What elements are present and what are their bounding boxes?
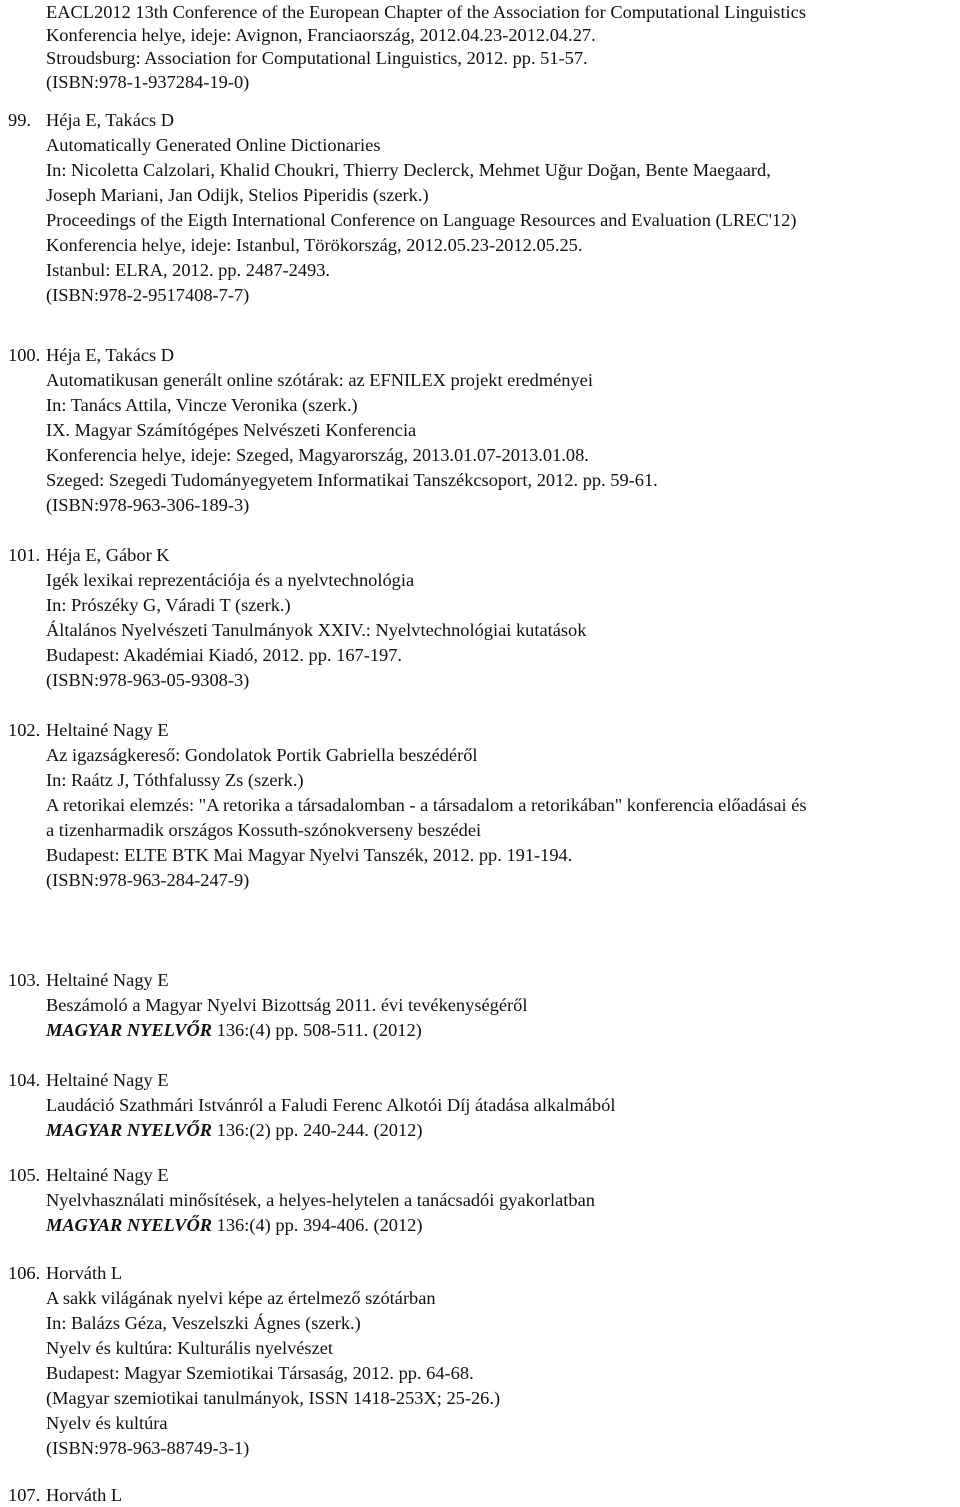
entry-line: Konferencia helye, ideje: Avignon, Franciaország, 2012.04.23-2012.04.27.	[46, 25, 596, 45]
entry-authors: Héja E, Gábor K	[46, 545, 170, 565]
entry-line: A retorikai elemzés: "A retorika a társadalomban - a társadalom a retorikában" konferencia előadásai és	[46, 795, 807, 815]
entry-line: Stroudsburg: Association for Computational Linguistics, 2012. pp. 51-57.	[46, 48, 588, 68]
entry-authors: Horváth L	[46, 1263, 123, 1283]
entry-line: In: Raátz J, Tóthfalussy Zs (szerk.)	[46, 770, 304, 790]
entry-authors: Heltainé Nagy E	[46, 720, 169, 740]
entry-line: In: Nicoletta Calzolari, Khalid Choukri, Thierry Declerck, Mehmet Uğur Doğan, Bente Maegaard,	[46, 160, 771, 180]
entry-number: 100.	[8, 345, 41, 365]
journal-name: MAGYAR NYELVŐR	[46, 1120, 213, 1140]
entry-line: In: Balázs Géza, Veszelszki Ágnes (szerk.)	[46, 1313, 361, 1333]
journal-name: MAGYAR NYELVŐR	[46, 1020, 213, 1040]
entry-number: 101.	[8, 545, 41, 565]
entry-number: 104.	[8, 1070, 41, 1090]
entry-journal-line	[46, 1018, 422, 1042]
entry-title: Nyelvhasználati minősítések, a helyes-helytelen a tanácsadói gyakorlatban	[46, 1190, 595, 1210]
entry-isbn: (ISBN:978-963-05-9308-3)	[46, 670, 250, 690]
entry-authors: Horváth L	[46, 1485, 123, 1505]
entry-line: (Magyar szemiotikai tanulmányok, ISSN 1418-253X; 25-26.)	[46, 1388, 501, 1408]
entry-line: Budapest: Magyar Szemiotikai Társaság, 2012. pp. 64-68.	[46, 1363, 474, 1383]
entry-line: In: Tanács Attila, Vincze Veronika (szerk.)	[46, 395, 358, 415]
entry-title: Automatikusan generált online szótárak: az EFNILEX projekt eredményei	[46, 370, 593, 390]
journal-details: 136:(4) pp. 394-406. (2012)	[212, 1215, 423, 1235]
entry-title: Beszámoló a Magyar Nyelvi Bizottság 2011. évi tevékenységéről	[46, 995, 528, 1015]
entry-authors: Heltainé Nagy E	[46, 1165, 169, 1185]
journal-details: 136:(4) pp. 508-511. (2012)	[212, 1020, 422, 1040]
entry-title: A sakk világának nyelvi képe az értelmező szótárban	[46, 1288, 436, 1308]
entry-line: EACL2012 13th Conference of the European Chapter of the Association for Computational Linguistics	[46, 2, 806, 22]
entry-line: a tizenharmadik országos Kossuth-szónokverseny beszédei	[46, 820, 482, 840]
entry-title: Az igazságkereső: Gondolatok Portik Gabriella beszédéről	[46, 745, 478, 765]
entry-line: (ISBN:978-1-937284-19-0)	[46, 72, 250, 92]
entry-authors: Heltainé Nagy E	[46, 970, 169, 990]
entry-journal-line	[46, 1213, 423, 1237]
entry-isbn: (ISBN:978-2-9517408-7-7)	[46, 285, 250, 305]
entry-line: Budapest: Akadémiai Kiadó, 2012. pp. 167-197.	[46, 645, 403, 665]
entry-line: Nyelv és kultúra: Kulturális nyelvészet	[46, 1338, 334, 1358]
entry-line: In: Prószéky G, Váradi T (szerk.)	[46, 595, 291, 615]
entry-line: Joseph Mariani, Jan Odijk, Stelios Piperidis (szerk.)	[46, 185, 429, 205]
entry-title: Laudáció Szathmári Istvánról a Faludi Ferenc Alkotói Díj átadása alkalmából	[46, 1095, 616, 1115]
entry-authors: Héja E, Takács D	[46, 345, 175, 365]
entry-line: IX. Magyar Számítógépes Nelvészeti Konferencia	[46, 420, 417, 440]
entry-line: Általános Nyelvészeti Tanulmányok XXIV.: Nyelvtechnológiai kutatások	[46, 620, 587, 640]
entry-authors: Heltainé Nagy E	[46, 1070, 169, 1090]
journal-details: 136:(2) pp. 240-244. (2012)	[212, 1120, 423, 1140]
entry-isbn: (ISBN:978-963-306-189-3)	[46, 495, 250, 515]
entry-journal-line	[46, 1118, 423, 1142]
entry-number: 103.	[8, 970, 41, 990]
entry-number: 107.	[8, 1485, 41, 1505]
entry-title: Automatically Generated Online Dictionaries	[46, 135, 381, 155]
entry-number: 102.	[8, 720, 41, 740]
entry-line: Budapest: ELTE BTK Mai Magyar Nyelvi Tanszék, 2012. pp. 191-194.	[46, 845, 573, 865]
entry-number: 99.	[8, 110, 31, 130]
entry-isbn: (ISBN:978-963-284-247-9)	[46, 870, 250, 890]
entry-number: 105.	[8, 1165, 41, 1185]
journal-name: MAGYAR NYELVŐR	[46, 1215, 213, 1235]
entry-title: Igék lexikai reprezentációja és a nyelvtechnológia	[46, 570, 415, 590]
entry-line: Konferencia helye, ideje: Istanbul, Törökország, 2012.05.23-2012.05.25.	[46, 235, 583, 255]
entry-isbn: (ISBN:978-963-88749-3-1)	[46, 1438, 250, 1458]
entry-line: Proceedings of the Eigth International Conference on Language Resources and Evaluation (LREC'12)	[46, 210, 797, 230]
entry-line: Konferencia helye, ideje: Szeged, Magyarország, 2013.01.07-2013.01.08.	[46, 445, 589, 465]
entry-line: Istanbul: ELRA, 2012. pp. 2487-2493.	[46, 260, 331, 280]
entry-authors: Héja E, Takács D	[46, 110, 175, 130]
entry-line: Nyelv és kultúra	[46, 1413, 168, 1433]
entry-number: 106.	[8, 1263, 41, 1283]
entry-line: Szeged: Szegedi Tudományegyetem Informatikai Tanszékcsoport, 2012. pp. 59-61.	[46, 470, 658, 490]
